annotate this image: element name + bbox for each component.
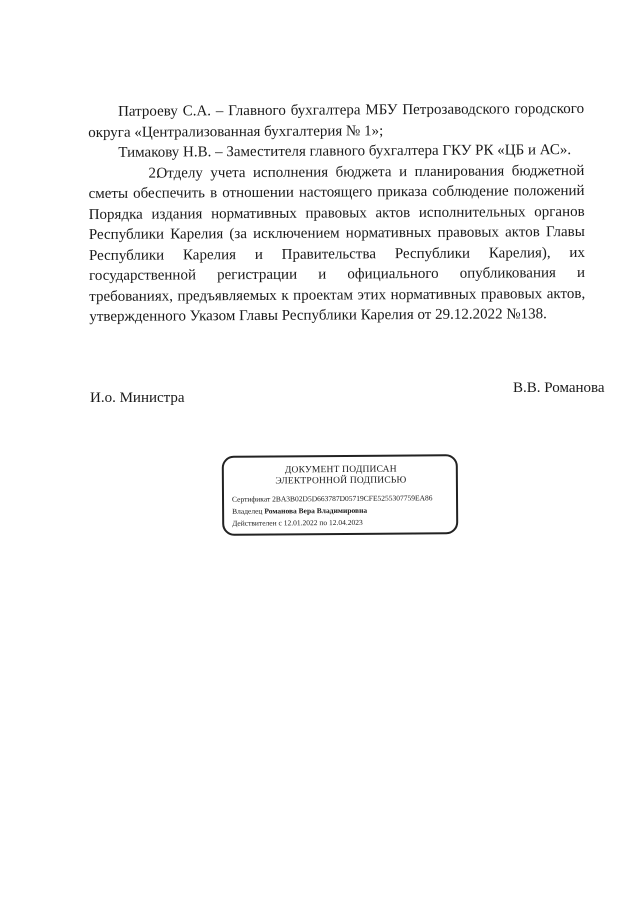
valid-to-word: по: [319, 518, 328, 528]
stamp-certificate-row: [232, 492, 450, 506]
certificate-label: Сертификат: [231, 494, 271, 504]
valid-to-date: 12.04.2023: [328, 517, 363, 528]
stamp-title-line1: ДОКУМЕНТ ПОДПИСАН: [284, 464, 397, 476]
owner-label: Владелец: [232, 506, 263, 516]
owner-value: Романова Вера Владимировна: [264, 505, 368, 516]
valid-label: Действителен: [232, 518, 277, 528]
item-text: Отделу учета исполнения бюджета и планирования бюджетной сметы обеспечить в отношении настоящего приказа соблюдение положений Порядка издания нормативных правовых актов исполнительных органов Республики Карелия (за исключением нормативных правовых актов Главы Республики Карелия и Правительства Республики Карелия), их государственной регистрации и официального опубликования и требованиях, предъявляемых к проектам этих нормативных правовых актов, утвержденного Указом Главы Республики Карелия от 29.12.2022 №138.: [88, 162, 586, 325]
stamp-validity-row: [232, 516, 450, 530]
paragraph-item-2: [88, 160, 585, 327]
paragraph-timakov: Тимакову Н.В. – Заместителя главного бухгалтера ГКУ РК «ЦБ и АС».: [118, 142, 572, 161]
stamp-title: [232, 464, 450, 488]
valid-from-date: 12.01.2022: [283, 518, 318, 528]
certificate-value: 2BA3B02D5D663787D05719CFE5255307759EA86: [272, 493, 433, 504]
stamp-title-line2: ЭЛЕКТРОННОЙ ПОДПИСЬЮ: [275, 475, 407, 487]
document-body: [88, 99, 585, 328]
signer-name: В.В. Романова: [513, 380, 605, 396]
valid-from-word: с: [278, 518, 282, 528]
electronic-signature-stamp: [222, 454, 459, 536]
item-number: 2.: [148, 165, 160, 182]
signer-position: И.о. Министра: [90, 390, 185, 406]
paragraph-patroev: Патроеву С.А. – Главного бухгалтера МБУ Петрозаводского городского округа «Централизованная бухгалтерия № 1»;: [88, 100, 585, 141]
